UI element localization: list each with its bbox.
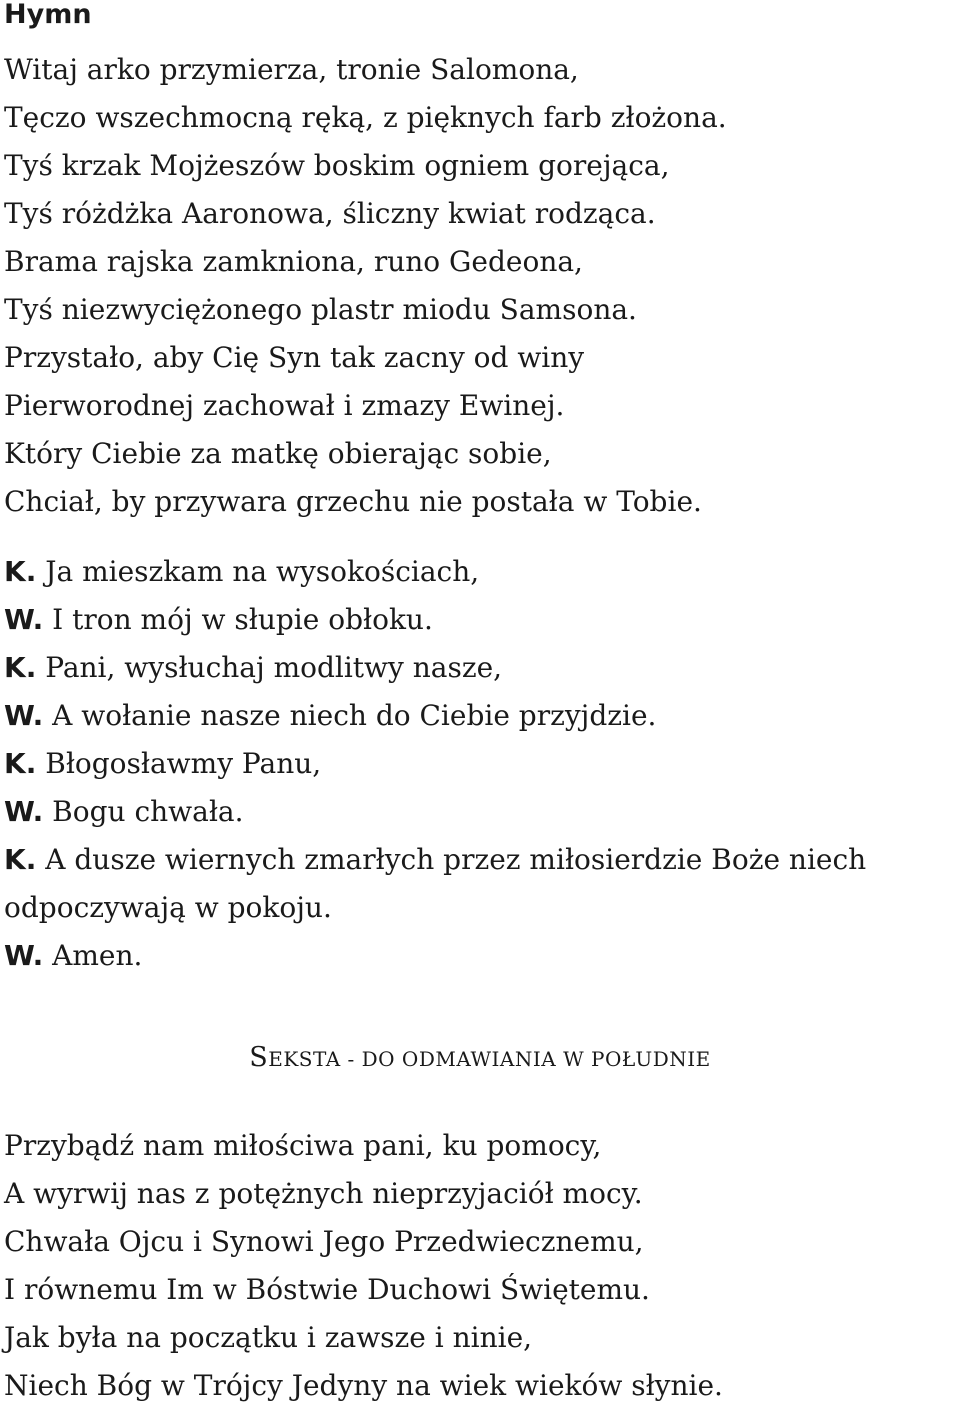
versicle-line [4,788,956,836]
versicle-line [4,884,956,932]
versicle-text: Ja mieszkam na wysokościach, [36,555,480,588]
hymn-line: Tyś różdżka Aaronowa, śliczny kwiat rodząca. [4,197,656,230]
sexta-line: Niech Bóg w Trójcy Jedyny na wiek wieków słynie. [4,1369,723,1402]
versicle-line [4,740,956,788]
versicle-block [4,548,956,980]
response-mark: W. [4,603,44,636]
versicle-line [4,644,956,692]
hymn-line: Przystało, aby Cię Syn tak zacny od winy [4,341,585,374]
versicle-line [4,548,956,596]
hymn-heading: Hymn [4,0,92,30]
hymn-stanza [4,46,956,526]
hymn-line: Witaj arko przymierza, tronie Salomona, [4,53,579,86]
document-page [4,0,956,1410]
response-mark: W. [4,939,44,972]
response-mark: W. [4,795,44,828]
hymn-line: Pierworodnej zachował i zmazy Ewinej. [4,389,565,422]
versicle-text: A dusze wiernych zmarłych przez miłosierdzie Boże niech [36,843,867,876]
versicle-mark: K. [4,843,37,876]
hymn-line: Chciał, by przywara grzechu nie postała w Tobie. [4,485,702,518]
versicle-mark: K. [4,747,37,780]
versicle-line [4,692,956,740]
versicle-text: Błogosławmy Panu, [36,747,322,780]
section-title-rest: EKSTA - DO ODMAWIANIA W POŁUDNIE [268,1047,711,1071]
hymn-line: Tyś krzak Mojżeszów boskim ogniem gorejąca, [4,149,670,182]
response-text: Bogu chwała. [43,795,244,828]
sexta-line: I równemu Im w Bóstwie Duchowi Świętemu. [4,1273,650,1306]
spacer [4,526,956,548]
versicle-mark: K. [4,651,37,684]
hymn-line: Który Ciebie za matkę obierając sobie, [4,437,552,470]
section-title [4,1034,956,1082]
sexta-line: Jak była na początku i zawsze i ninie, [4,1321,533,1354]
section-title-initial: S [249,1042,269,1073]
versicle-line [4,932,956,980]
continuation-text: odpoczywają w pokoju. [4,891,332,924]
sexta-line: Chwała Ojcu i Synowi Jego Przedwiecznemu, [4,1225,644,1258]
versicle-line [4,836,956,884]
sexta-line: A wyrwij nas z potężnych nieprzyjaciół mocy. [4,1177,643,1210]
versicle-line [4,596,956,644]
sexta-line: Przybądź nam miłościwa pani, ku pomocy, [4,1129,602,1162]
response-text: A wołanie nasze niech do Ciebie przyjdzie. [43,699,657,732]
versicle-mark: K. [4,555,37,588]
sexta-stanza [4,1122,956,1410]
response-mark: W. [4,699,44,732]
hymn-line: Tyś niezwyciężonego plastr miodu Samsona. [4,293,637,326]
hymn-line: Brama rajska zamkniona, runo Gedeona, [4,245,583,278]
response-text: Amen. [43,939,143,972]
hymn-line: Tęczo wszechmocną ręką, z pięknych farb złożona. [4,101,727,134]
response-text: I tron mój w słupie obłoku. [43,603,433,636]
versicle-text: Pani, wysłuchaj modlitwy nasze, [36,651,503,684]
